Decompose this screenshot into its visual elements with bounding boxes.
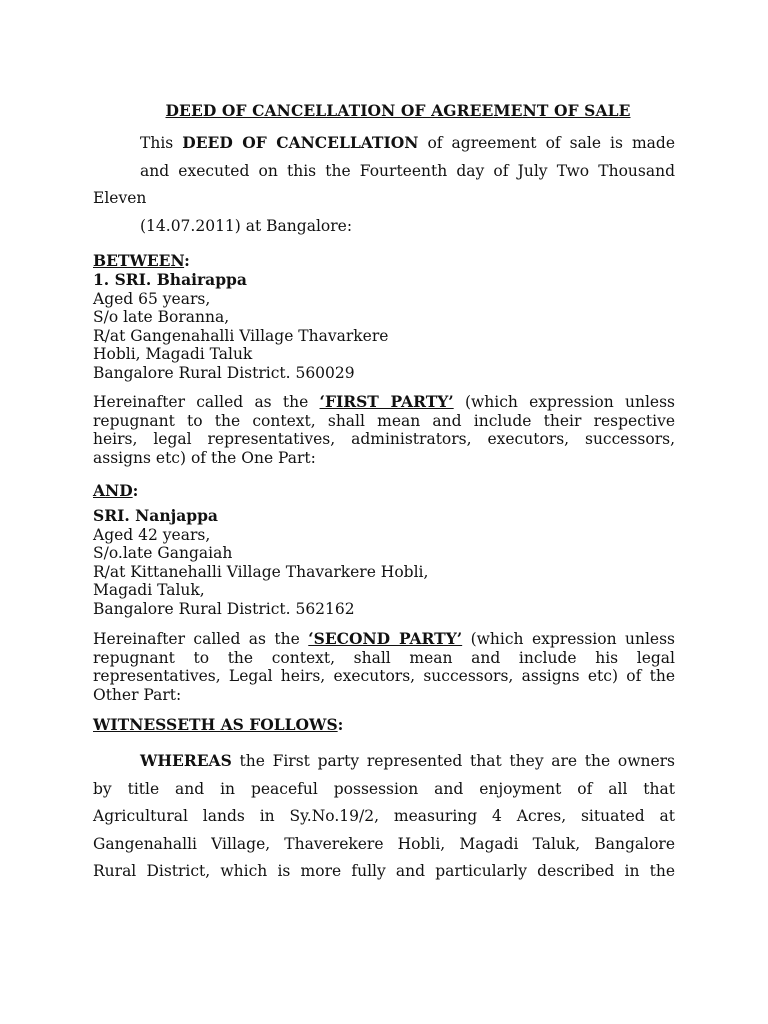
whereas-line-3: Agricultural lands in Sy.No.19/2, measuring 4 Acres, situated at (93, 807, 675, 825)
first-party-para-line-1-rest: (which expression unless (464, 393, 675, 411)
second-party-address (93, 507, 675, 618)
second-party-para-line-2: repugnant to the context, shall mean and include his legal (93, 648, 675, 667)
intro-line-2: and executed on this the Fourteenth day of July Two Thousand Eleven (93, 161, 675, 207)
witnesseth-label: WITNESSETH AS FOLLOWS (93, 715, 338, 734)
whereas-line-1 (93, 747, 675, 776)
second-party-line: Magadi Taluk, (93, 581, 205, 599)
second-party-line: Aged 42 years, (93, 525, 211, 544)
whereas-line-5: Rural District, which is more fully and particularly described in the (93, 862, 675, 880)
intro-line-3: (14.07.2011) at Bangalore: (140, 216, 353, 235)
first-party-para-line-3: heirs, legal representatives, administrators, executors, successors, (93, 430, 675, 448)
second-party-para-line-1 (93, 630, 675, 649)
second-party-line: Bangalore Rural District. 562162 (93, 599, 355, 618)
first-party-label: ‘FIRST PARTY’ (319, 392, 454, 411)
second-party-name: SRI. Nanjappa (93, 506, 218, 525)
witnesseth-heading (93, 714, 675, 736)
whereas-paragraph (93, 747, 675, 886)
first-party-line: Bangalore Rural District. 560029 (93, 363, 355, 382)
intro-lead: This (140, 134, 174, 152)
second-party-para-line-3: representatives, Legal heirs, executors, successors, assigns etc) of the (93, 667, 675, 685)
intro-line-1 (93, 129, 675, 158)
first-party-line: R/at Gangenahalli Village Thavarkere (93, 326, 389, 345)
and-colon: : (132, 481, 139, 500)
first-party-line: Aged 65 years, (93, 289, 211, 308)
intro-deed-label: DEED OF CANCELLATION (182, 133, 419, 152)
whereas-line-2: by title and in peaceful possession and enjoyment of all that (93, 779, 675, 798)
first-party-line: S/o late Boranna, (93, 308, 230, 326)
and-label: AND (93, 481, 133, 500)
first-party-address (93, 271, 675, 382)
first-party-para-line-4: assigns etc) of the One Part: (93, 448, 316, 467)
first-party-paragraph (93, 393, 675, 467)
whereas-line-1-rest: the First party represented that they are the owners (239, 752, 675, 770)
first-party-para-lead: Hereinafter called as the (93, 393, 309, 411)
whereas-line-4: Gangenahalli Village, Thaverekere Hobli, Magadi Taluk, Bangalore (93, 834, 675, 853)
first-party-line: Hobli, Magadi Taluk (93, 345, 253, 363)
second-party-line: R/at Kittanehalli Village Thavarkere Hobli, (93, 562, 429, 581)
whereas-keyword: WHEREAS (140, 751, 232, 770)
second-party-line: S/o.late Gangaiah (93, 544, 233, 562)
first-party-para-line-2: repugnant to the context, shall mean and include their respective (93, 411, 675, 430)
between-colon: : (184, 251, 190, 270)
intro-paragraph (93, 129, 675, 240)
witnesseth-colon: : (337, 715, 344, 734)
second-party-para-line-1-rest: (which expression unless (470, 630, 675, 648)
document-title: DEED OF CANCELLATION OF AGREEMENT OF SALE (165, 101, 631, 120)
second-party-para-line-4: Other Part: (93, 685, 182, 704)
first-party-para-line-1 (93, 393, 675, 412)
intro-line-1-rest: of agreement of sale is made (427, 134, 675, 152)
second-party-label: ‘SECOND PARTY’ (308, 629, 463, 648)
between-label: BETWEEN (93, 251, 185, 270)
between-heading (93, 250, 675, 272)
document-page (93, 96, 675, 886)
second-party-paragraph (93, 630, 675, 704)
first-party-name: 1. SRI. Bhairappa (93, 270, 247, 289)
second-party-para-lead: Hereinafter called as the (93, 630, 300, 648)
and-heading (93, 480, 675, 502)
